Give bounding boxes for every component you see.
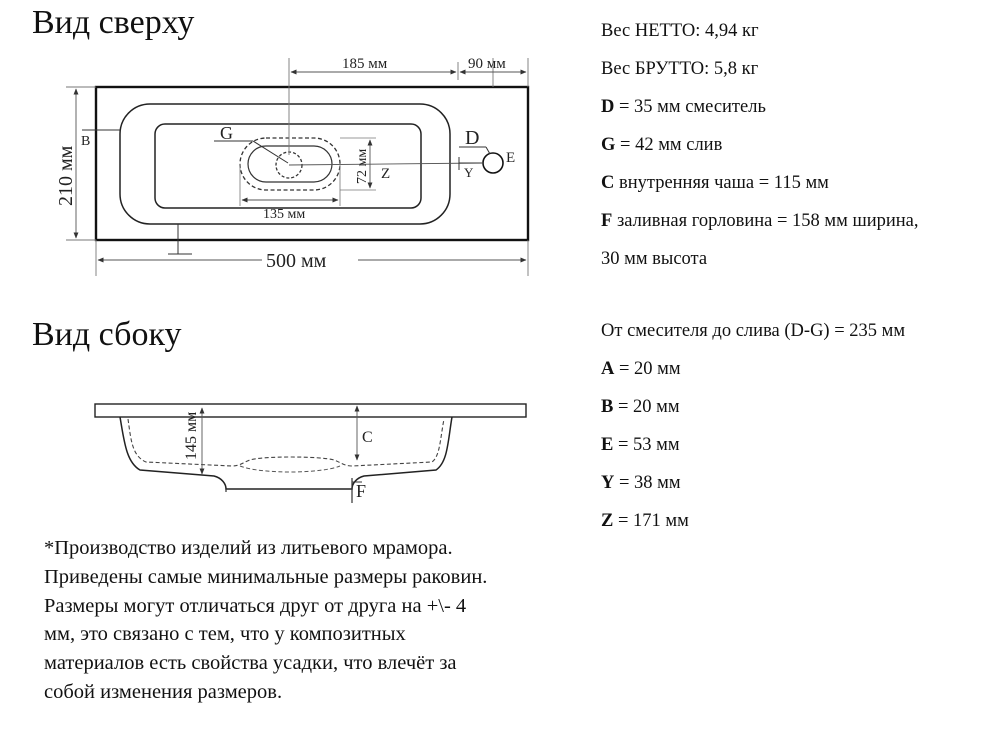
note-line: мм, это связано с тем, что у композитных (44, 623, 406, 646)
spec-item: E = 53 мм (601, 435, 680, 455)
spec-item: B = 20 мм (601, 397, 680, 417)
note-line: Приведены самые минимальные размеры раковин. (44, 565, 488, 588)
dim-145-label: 145 мм (183, 411, 200, 460)
spec-item: C внутренняя чаша = 115 мм (601, 173, 829, 193)
label-C: C (362, 429, 373, 446)
note-line: Размеры могут отличаться друг от друга на +\- 4 (44, 594, 467, 617)
label-E: E (506, 150, 516, 166)
dim-72-label: 72 мм (355, 148, 370, 184)
specs-list-side (601, 312, 905, 540)
side-slab (95, 404, 526, 417)
label-G: G (220, 123, 233, 143)
production-note (44, 534, 584, 707)
spec-item: D = 35 мм смеситель (601, 97, 766, 117)
dim-210-label: 210 мм (55, 145, 77, 206)
spec-item: 30 мм высота (601, 249, 708, 269)
spec-item: A = 20 мм (601, 359, 681, 379)
side-bowl-profile (120, 417, 452, 489)
spec-item: От смесителя до слива (D-G) = 235 мм (601, 321, 906, 341)
faucet-hole (483, 153, 503, 173)
label-F: F (356, 481, 367, 501)
top-view-drawing (55, 56, 528, 276)
side-view-heading: Вид сбоку (32, 316, 182, 353)
label-Z: Z (381, 166, 391, 182)
spec-item: F заливная горловина = 158 мм ширина, (601, 211, 919, 231)
note-line: *Производство изделий из литьевого мрамора. (44, 537, 453, 559)
note-line: собой изменения размеров. (44, 680, 283, 703)
side-bowl-inner-profile (128, 419, 444, 466)
spec-item: Y = 38 мм (601, 473, 681, 493)
dim-90-label: 90 мм (468, 56, 506, 72)
dim-185-label: 185 мм (342, 56, 388, 72)
dim-135-label: 135 мм (263, 207, 306, 222)
dim-500-label: 500 мм (266, 250, 327, 272)
label-Y: Y (464, 165, 474, 180)
spec-item: G = 42 мм слив (601, 135, 723, 155)
label-D: D (465, 127, 480, 149)
side-view-drawing (95, 404, 526, 503)
spec-item: Вес БРУТТО: 5,8 кг (601, 59, 759, 79)
spec-item: Z = 171 мм (601, 511, 689, 531)
label-B: B (81, 134, 91, 149)
note-line: материалов есть свойства усадки, что влечёт за (44, 652, 457, 675)
specs-list-top (601, 12, 918, 278)
top-view-heading: Вид сверху (32, 4, 195, 41)
spec-item: Вес НЕТТО: 4,94 кг (601, 21, 759, 41)
